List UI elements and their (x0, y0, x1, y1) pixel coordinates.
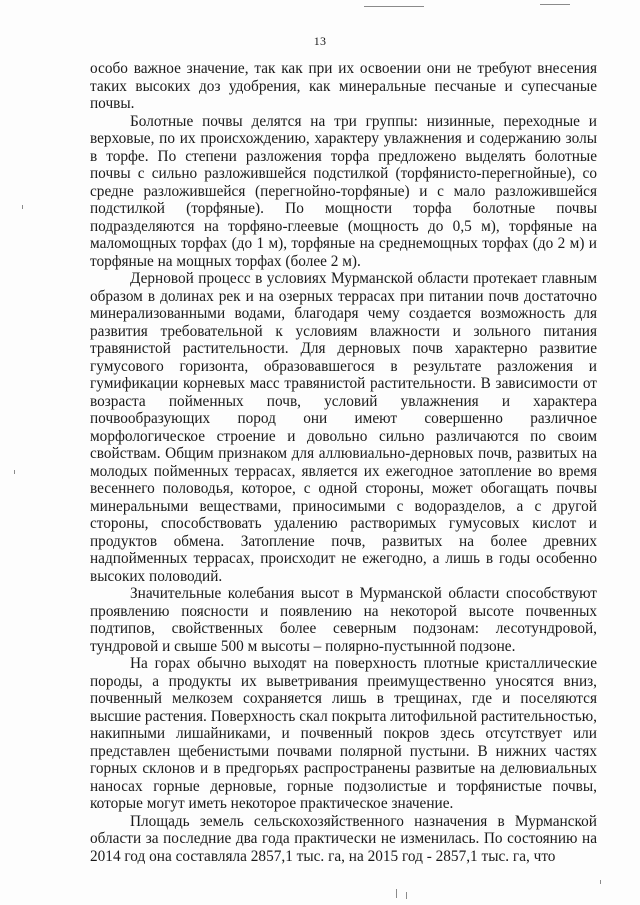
paragraph: Значительные колебания высот в Мурманской области способствуют проявлению поясности и появлению на некоторой высоте почвенных подтипов, свойственных более северным подзонам: лесотундровой, тундровой и свыше 500 м высоты – полярно-пустынной подзоне. (90, 585, 597, 655)
scan-mark (14, 470, 15, 474)
scan-mark (22, 205, 23, 209)
scan-mark (540, 4, 570, 5)
paragraph: Болотные почвы делятся на три группы: низинные, переходные и верховые, по их происхождению, характеру увлажнения и содержанию золы в торфе. По степени разложения торфа предложено выделять болотные почвы с сильно разложившейся подстилкой (торфянисто-перегнойные), со средне разложившейся (перегнойно-торфяные) и с мало разложившейся подстилкой (торфяные). По мощности торфа болотные почвы подразделяются на торфяно-глеевые (мощность до 0,5 м), торфяные на маломощных торфах (до 1 м), торфяные на среднемощных торфах (до 2 м) и торфяные на мощных торфах (более 2 м). (90, 112, 597, 270)
scan-mark (364, 6, 424, 7)
page-number: 13 (313, 34, 327, 48)
scan-mark (406, 892, 407, 899)
paragraph: Дерновой процесс в условиях Мурманской области протекает главным образом в долинах рек и на озерных террасах при питании почв достаточно минерализованными водами, благодаря чему создается возможность для развития требовательной к условиям влажности и зольного питания травянистой растительности. Для дерновых почв характерно развитие гумусового горизонта, образовавшегося в результате разложения и гумификации корневых масс травянистой растительности. В зависимости от возраста пойменных почв, условий увлажнения и характера почвообразующих пород они имеют совершенно различное морфологическое строение и довольно сильно различаются по своим свойствам. Общим признаком для аллювиально-дерновых почв, развитых на молодых пойменных террасах, является их ежегодное затопление во время весеннего половодья, которое, с одной стороны, может обогащать почвы минеральными веществами, приносимыми с водоразделов, а с другой стороны, способствовать удалению растворимых гумусовых кислот и продуктов обмена. Затопление почв, развитых на более древних надпойменных террасах, происходит не ежегодно, а лишь в годы особенно высоких половодий. (90, 270, 597, 585)
scan-mark (396, 889, 397, 898)
scan-mark (600, 880, 601, 884)
body-text (90, 60, 597, 865)
paragraph: На горах обычно выходят на поверхность плотные кристаллические породы, а продукты их выветривания преимущественно уносятся вниз, почвенный мелкозем сохраняется лишь в трещинах, где и поселяются высшие растения. Поверхность скал покрыта литофильной растительностью, накипными лишайниками, и почвенный покров здесь отсутствует или представлен щебенистыми почвами полярной пустыни. В нижних частях горных склонов и в предгорьях распространены развитые на делювиальных наносах горные дерновые, горные подзолистые и торфянистые почвы, которые могут иметь некоторое практическое значение. (90, 655, 597, 812)
paragraph: Площадь земель сельскохозяйственного назначения в Мурманской области за последние два года практически не изменилась. По состоянию на 2014 год она составляла 2857,1 тыс. га, на 2015 год - 2857,1 тыс. га, что (90, 812, 597, 865)
paragraph: особо важное значение, так как при их освоении они не требуют внесения таких высоких доз удобрения, как минеральные песчаные и супесчаные почвы. (90, 60, 597, 112)
